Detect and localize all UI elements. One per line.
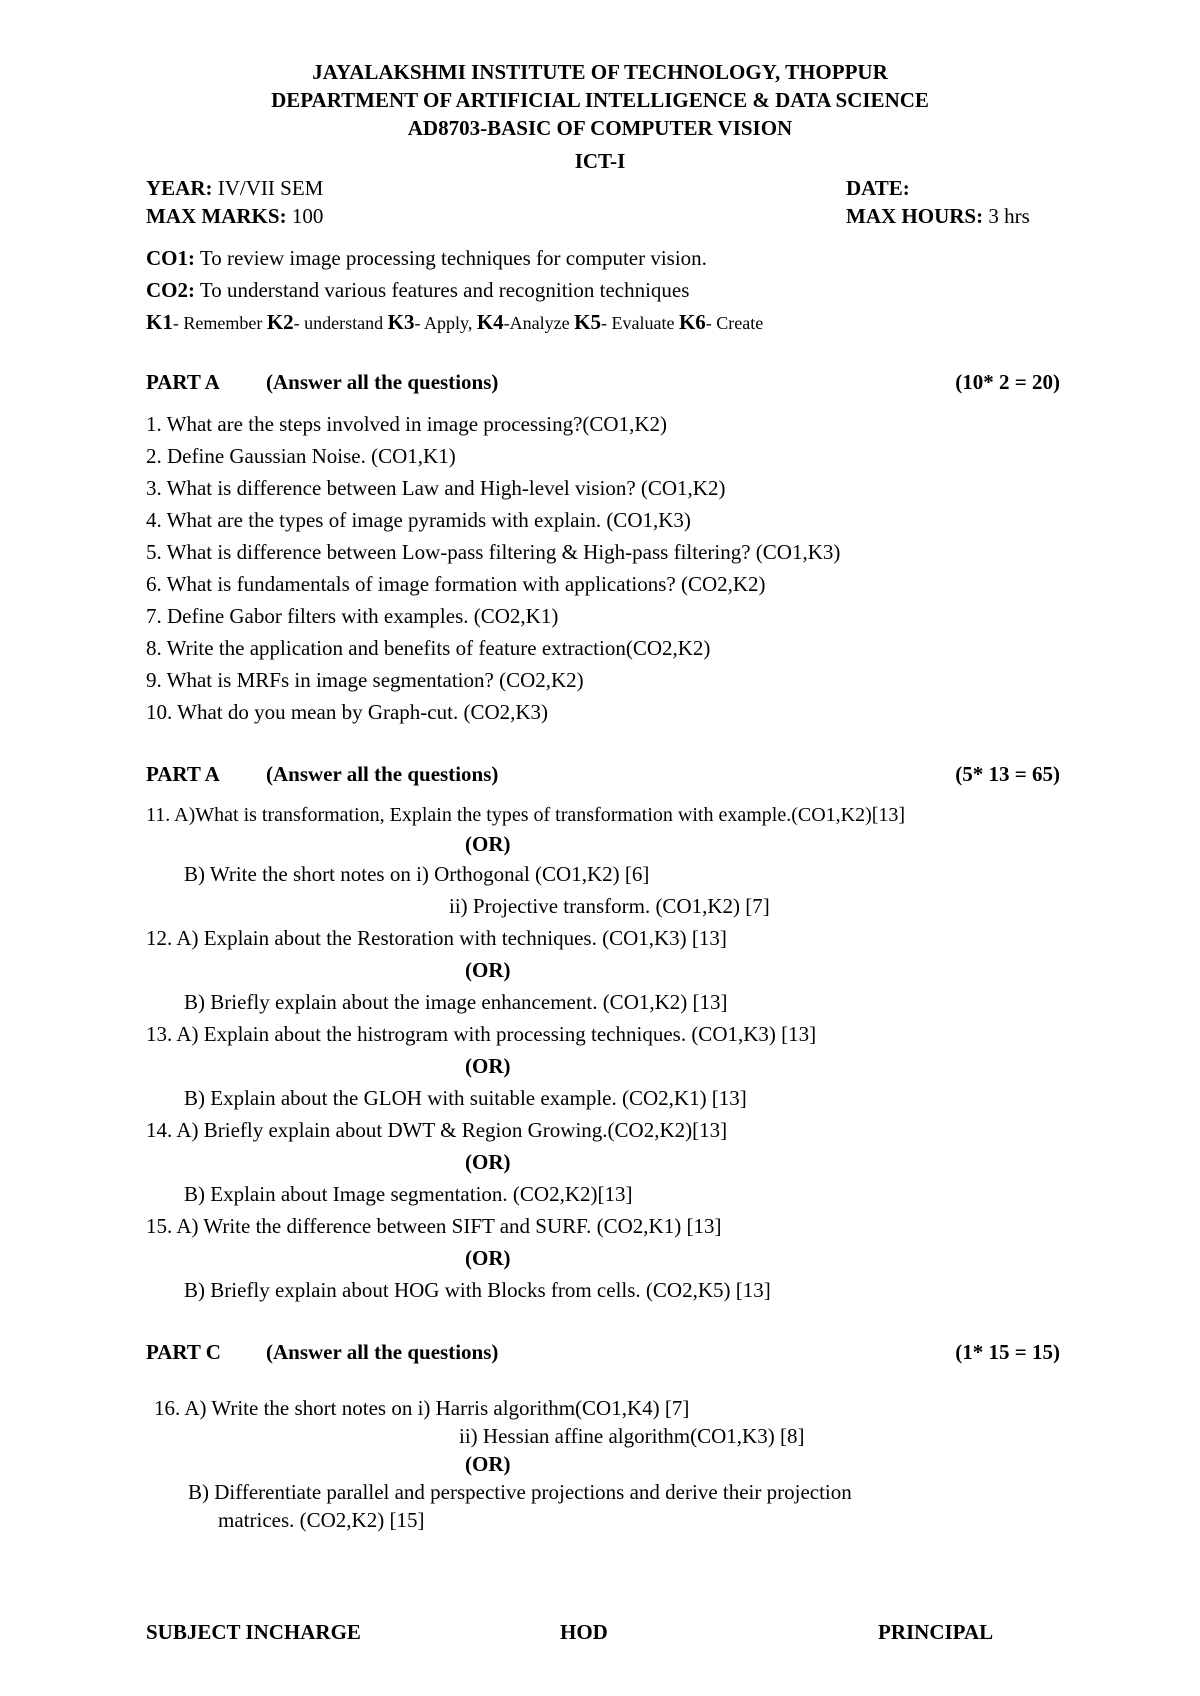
level-code: K1 bbox=[146, 310, 173, 334]
subject-incharge-signature: SUBJECT INCHARGE bbox=[146, 1620, 361, 1644]
co2-label: CO2: bbox=[146, 278, 195, 302]
part-c-instruction: (Answer all the questions) bbox=[266, 1340, 499, 1364]
question-item: B) Briefly explain about the image enhancement. (CO1,K2) [13] bbox=[184, 990, 728, 1014]
question-item: 7. Define Gabor filters with examples. (CO2,K1) bbox=[146, 604, 559, 628]
marks-label: MAX MARKS: bbox=[146, 204, 287, 228]
year-value: IV/VII SEM bbox=[217, 176, 324, 200]
part-a-marks: (10* 2 = 20) bbox=[955, 370, 1060, 394]
or-separator: (OR) bbox=[465, 1150, 511, 1174]
or-separator: (OR) bbox=[465, 1246, 511, 1270]
question-item: 8. Write the application and benefits of feature extraction(CO2,K2) bbox=[146, 636, 711, 660]
level-text: - Apply, bbox=[414, 313, 477, 333]
principal-signature: PRINCIPAL bbox=[878, 1620, 994, 1644]
question-item: 14. A) Briefly explain about DWT & Region Growing.(CO2,K2)[13] bbox=[146, 1118, 728, 1142]
date-label: DATE: bbox=[846, 176, 910, 200]
co2-text: To understand various features and recognition techniques bbox=[199, 278, 690, 302]
or-separator: (OR) bbox=[465, 958, 511, 982]
level-code: K5 bbox=[574, 310, 601, 334]
question-item: B) Briefly explain about HOG with Blocks from cells. (CO2,K5) [13] bbox=[184, 1278, 771, 1302]
level-text: - Evaluate bbox=[600, 313, 679, 333]
co1-text: To review image processing techniques for computer vision. bbox=[199, 246, 707, 270]
hours-label: MAX HOURS: bbox=[846, 204, 984, 228]
question-item: 10. What do you mean by Graph-cut. (CO2,K3) bbox=[146, 700, 549, 724]
level-text: - understand bbox=[293, 313, 388, 333]
level-code: K4 bbox=[476, 310, 504, 334]
part-c-title: PART C bbox=[146, 1340, 221, 1364]
question-item: 15. A) Write the difference between SIFT and SURF. (CO2,K1) [13] bbox=[146, 1214, 722, 1238]
question-item: 1. What are the steps involved in image processing?(CO1,K2) bbox=[146, 412, 667, 436]
question-item: 13. A) Explain about the histrogram with processing techniques. (CO1,K3) [13] bbox=[146, 1022, 817, 1046]
question-item: B) Explain about the GLOH with suitable example. (CO2,K1) [13] bbox=[184, 1086, 747, 1110]
part-a-title: PART A bbox=[146, 370, 220, 394]
hours-value: 3 hrs bbox=[988, 204, 1030, 228]
co2-line bbox=[146, 278, 689, 303]
institute-name: JAYALAKSHMI INSTITUTE OF TECHNOLOGY, THOPPUR bbox=[312, 60, 888, 84]
level-text: -Analyze bbox=[503, 313, 575, 333]
co1-line bbox=[146, 246, 707, 271]
question-item: 4. What are the types of image pyramids with explain. (CO1,K3) bbox=[146, 508, 691, 532]
part-c-marks: (1* 15 = 15) bbox=[955, 1340, 1060, 1364]
question-item: 9. What is MRFs in image segmentation? (CO2,K2) bbox=[146, 668, 584, 692]
or-separator: (OR) bbox=[465, 832, 511, 856]
exam-title: ICT-I bbox=[574, 149, 626, 173]
knowledge-levels bbox=[146, 310, 763, 335]
question-item: 11. A)What is transformation, Explain the types of transformation with example.(CO1,K2)[13] bbox=[146, 804, 906, 826]
part-a-instruction: (Answer all the questions) bbox=[266, 370, 499, 394]
question-item: 2. Define Gaussian Noise. (CO1,K1) bbox=[146, 444, 456, 468]
question-item: 5. What is difference between Low-pass filtering & High-pass filtering? (CO1,K3) bbox=[146, 540, 841, 564]
department-name: DEPARTMENT OF ARTIFICIAL INTELLIGENCE & DATA SCIENCE bbox=[271, 88, 929, 112]
question-item: B) Explain about Image segmentation. (CO2,K2)[13] bbox=[184, 1182, 633, 1206]
question-item: 6. What is fundamentals of image formation with applications? (CO2,K2) bbox=[146, 572, 766, 596]
co1-label: CO1: bbox=[146, 246, 195, 270]
year-line bbox=[146, 176, 323, 201]
level-code: K6 bbox=[678, 310, 706, 334]
marks-line bbox=[146, 204, 323, 229]
question-item: ii) Hessian affine algorithm(CO1,K3) [8] bbox=[459, 1424, 805, 1448]
part-b-title: PART A bbox=[146, 762, 220, 786]
part-b-marks: (5* 13 = 65) bbox=[955, 762, 1060, 786]
question-item: matrices. (CO2,K2) [15] bbox=[218, 1508, 425, 1532]
level-code: K3 bbox=[387, 310, 415, 334]
question-item: 3. What is difference between Law and High-level vision? (CO1,K2) bbox=[146, 476, 726, 500]
level-text: - Create bbox=[705, 313, 764, 333]
or-separator: (OR) bbox=[465, 1452, 511, 1476]
question-item: 12. A) Explain about the Restoration with techniques. (CO1,K3) [13] bbox=[146, 926, 727, 950]
part-b-instruction: (Answer all the questions) bbox=[266, 762, 499, 786]
level-code: K2 bbox=[266, 310, 294, 334]
hours-line bbox=[846, 204, 1030, 229]
hod-signature: HOD bbox=[560, 1620, 608, 1644]
question-item: 16. A) Write the short notes on i) Harris algorithm(CO1,K4) [7] bbox=[154, 1396, 690, 1420]
level-text: - Remember bbox=[172, 313, 267, 333]
marks-value: 100 bbox=[291, 204, 324, 228]
date-line bbox=[846, 176, 910, 201]
or-separator: (OR) bbox=[465, 1054, 511, 1078]
course-title: AD8703-BASIC OF COMPUTER VISION bbox=[407, 116, 793, 140]
question-item: ii) Projective transform. (CO1,K2) [7] bbox=[449, 894, 770, 918]
year-label: YEAR: bbox=[146, 176, 213, 200]
question-item: B) Write the short notes on i) Orthogonal (CO1,K2) [6] bbox=[184, 862, 650, 886]
question-item: B) Differentiate parallel and perspective projections and derive their projection bbox=[188, 1480, 852, 1504]
